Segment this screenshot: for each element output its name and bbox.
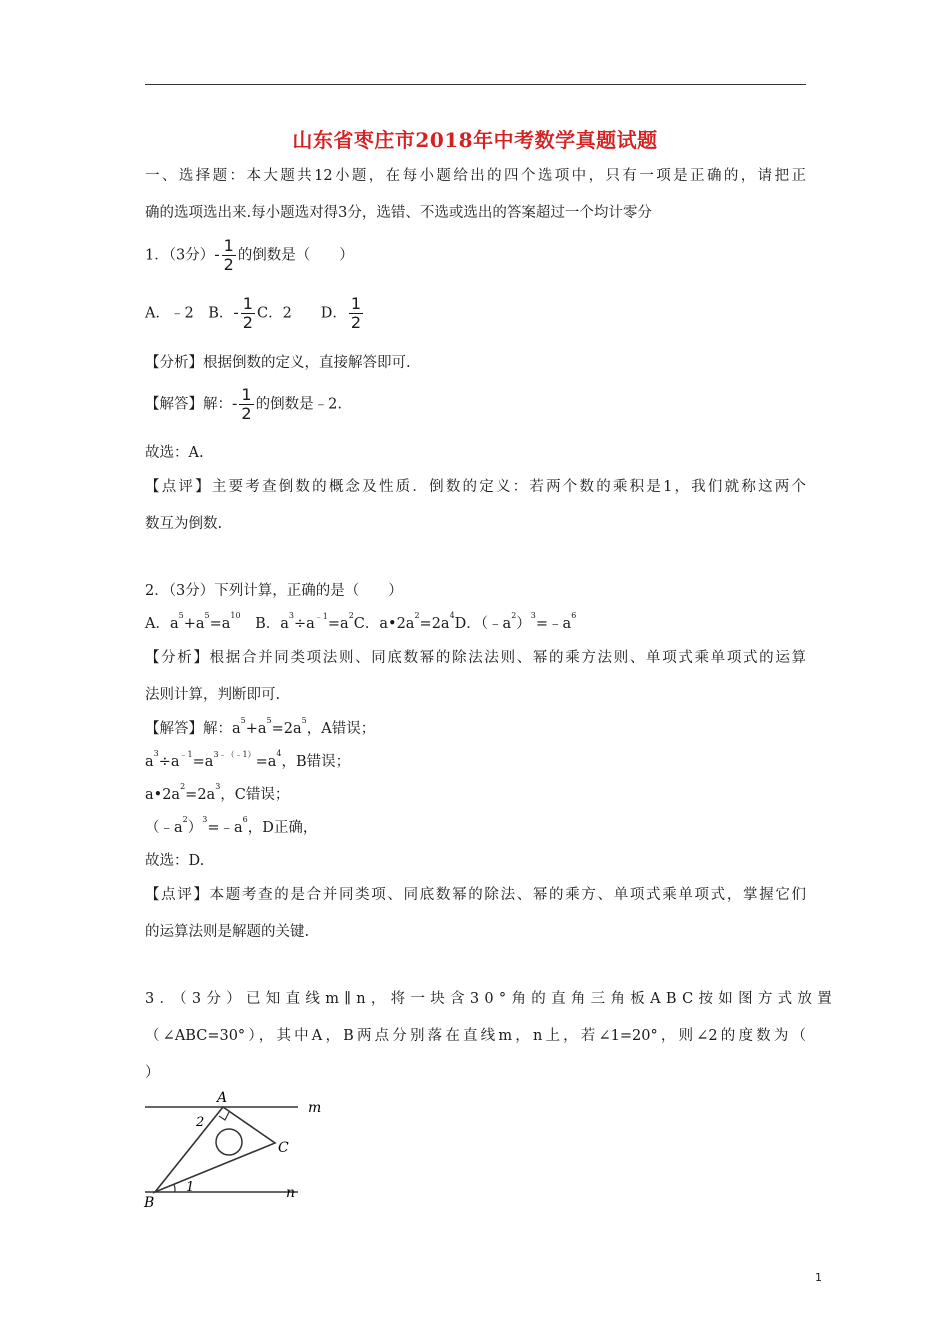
q2-sol-text: （﹣a — [145, 820, 183, 836]
q2-sol-exp: 5 — [240, 716, 246, 725]
q2-sol-text: ，C错误； — [220, 787, 290, 803]
q1-answer — [145, 386, 342, 423]
q2-sol-text: =a — [255, 754, 277, 770]
q1-comment-line-1: 【点评】主要考查倒数的概念及性质．倒数的定义：若两个数的乘积是1，我们就称这两个 — [145, 479, 806, 495]
q1-option-d-den: 2 — [350, 313, 362, 332]
q2-sol-text: +a — [245, 721, 267, 737]
q2-sol-text: ，D正确， — [247, 820, 318, 836]
q2-sol-text: ÷a — [158, 754, 180, 770]
q2-sol-exp: 6 — [242, 815, 248, 824]
q3-figure — [140, 1085, 340, 1215]
q1-option-c: C．2 D． — [256, 305, 347, 322]
q2-sol-exp: 4 — [276, 749, 282, 758]
header-rule — [145, 84, 806, 85]
q3-line-1: 3．（3分）已知直线m∥n，将一块含30°角的直角三角板ABC按如图方式放置 — [145, 991, 838, 1007]
q2-sol-text: =2a — [271, 721, 302, 737]
q1-prefix: 1．（3分） — [145, 247, 215, 264]
q2-sol-text: =﹣a — [207, 820, 243, 836]
q2-opt-text: C．a•2a — [353, 616, 415, 632]
q1-answer-suffix: 的倒数是﹣2. — [255, 396, 342, 413]
q1-options — [145, 295, 365, 332]
q2-opt-text: B．a — [240, 616, 289, 632]
q2-choice: 故选：D. — [145, 853, 205, 869]
label-m: m — [308, 1100, 322, 1116]
q1-answer-minus: - — [232, 394, 238, 413]
q1-frac-den: 2 — [223, 255, 234, 274]
q2-sol-text: ，A错误； — [306, 721, 376, 737]
q2-sol-text: ） — [187, 820, 203, 836]
q2-options — [145, 612, 576, 633]
q1-comment-line-2: 数互为倒数. — [145, 516, 223, 532]
q2-solution-line-4 — [145, 816, 317, 837]
q2-opt-text: =a — [327, 616, 349, 632]
label-angle-1: 1 — [186, 1180, 195, 1195]
q2-opt-text: =2a — [419, 616, 450, 632]
q2-opt-exp: 10 — [230, 611, 241, 620]
intro-line-2: 确的选项选出来.每小题选对得3分，选错、不选或选出的答案超过一个均计零分 — [145, 205, 652, 221]
q2-opt-exp: 3 — [288, 611, 294, 620]
q2-opt-exp: 5 — [204, 611, 210, 620]
q1-analysis: 【分析】根据倒数的定义，直接解答即可. — [145, 355, 411, 371]
page-title: 山东省枣庄市2018年中考数学真题试题 — [292, 128, 658, 152]
q3-line-2: （∠ABC=30°），其中A，B两点分别落在直线m，n上，若∠1=20°，则∠2的度数为（ — [145, 1028, 806, 1044]
q2-opt-text: ÷a — [294, 616, 315, 632]
q3-line-3: ） — [145, 1065, 160, 1081]
q2-opt-exp: 5 — [178, 611, 184, 620]
q1-answer-den: 2 — [241, 404, 252, 423]
label-c: C — [278, 1140, 289, 1156]
q2-opt-text: +a — [183, 616, 205, 632]
intro-line-1: 一、选择题：本大题共12小题，在每小题给出的四个选项中，只有一项是正确的，请把正 — [145, 168, 806, 184]
q2-solution-line-2 — [145, 750, 350, 771]
label-a: A — [217, 1090, 228, 1106]
q2-stem: 2．（3分）下列计算，正确的是（ ） — [145, 583, 403, 599]
q2-sol-exp: ﹣1 — [179, 750, 193, 759]
q1-option-b-den: 2 — [242, 313, 253, 332]
angle-1-arc — [174, 1184, 175, 1192]
q1-stem — [145, 237, 354, 274]
q1-option-d-num: 1 — [350, 294, 362, 313]
q1-minus: - — [214, 245, 220, 264]
q2-sol-exp: 2 — [180, 782, 186, 791]
q1-answer-num: 1 — [241, 385, 252, 404]
right-angle-mark — [219, 1112, 229, 1120]
q2-opt-text: ） — [516, 616, 531, 632]
q1-frac-num: 1 — [223, 236, 234, 255]
q2-analysis-line-1: 【分析】根据合并同类项法则、同底数幂的除法法则、幂的乘方法则、单项式乘单项式的运算 — [145, 650, 806, 666]
q2-solution-line-1 — [145, 717, 375, 738]
q2-opt-text: =a — [209, 616, 231, 632]
q1-option-a: A．﹣2 B． — [145, 305, 234, 322]
q2-opt-text: A．a — [145, 616, 179, 632]
q2-analysis-line-2: 法则计算，判断即可. — [145, 687, 281, 703]
q1-option-b-minus: - — [233, 303, 239, 322]
q2-sol-text: a — [145, 754, 154, 770]
q1-option-b-num: 1 — [242, 294, 253, 313]
label-angle-2: 2 — [196, 1115, 205, 1130]
q2-sol-exp: 5 — [301, 716, 307, 725]
q2-sol-exp: 3 — [202, 815, 208, 824]
q1-suffix: 的倒数是（ ） — [237, 247, 354, 264]
q2-sol-exp: 3 — [153, 749, 159, 758]
q2-opt-exp: 2 — [414, 611, 420, 620]
q2-solution-line-3 — [145, 783, 289, 804]
q2-sol-text: =2a — [185, 787, 216, 803]
q2-opt-exp: ﹣1 — [314, 612, 328, 621]
triangle-hole — [216, 1129, 242, 1155]
q1-option-d-fraction — [349, 295, 363, 332]
label-b: B — [144, 1195, 155, 1211]
q1-option-b-fraction — [241, 295, 255, 332]
triangle-diagram — [140, 1085, 340, 1215]
q2-opt-exp: 6 — [571, 611, 577, 620]
q2-opt-exp: 3 — [530, 611, 536, 620]
q2-sol-text: a•2a — [145, 787, 181, 803]
q2-sol-text: ，B错误； — [281, 754, 351, 770]
q2-opt-text: =﹣a — [535, 616, 572, 632]
q2-opt-exp: 4 — [449, 611, 455, 620]
q2-opt-text: D．（﹣a — [454, 616, 512, 632]
q2-comment-line-1: 【点评】本题考查的是合并同类项、同底数幂的除法、幂的乘方、单项式乘单项式，掌握它们 — [145, 887, 806, 903]
q1-answer-fraction — [239, 386, 253, 423]
q2-sol-text: 【解答】解：a — [145, 721, 241, 737]
triangle-abc — [155, 1107, 275, 1192]
q1-answer-prefix: 【解答】解： — [145, 396, 232, 413]
q2-opt-exp: 2 — [348, 611, 354, 620]
q2-opt-exp: 2 — [511, 611, 517, 620]
q2-comment-line-2: 的运算法则是解题的关键. — [145, 924, 310, 940]
q1-fraction — [222, 237, 236, 274]
q2-sol-exp: 2 — [182, 815, 188, 824]
q2-sol-exp: 3﹣（﹣1） — [213, 750, 256, 759]
q1-choice: 故选：A. — [145, 445, 204, 461]
q2-sol-exp: 3 — [215, 782, 221, 791]
q2-sol-exp: 5 — [266, 716, 272, 725]
label-n: n — [286, 1185, 296, 1201]
page-number: 1 — [815, 1271, 822, 1284]
q2-sol-text: =a — [192, 754, 214, 770]
